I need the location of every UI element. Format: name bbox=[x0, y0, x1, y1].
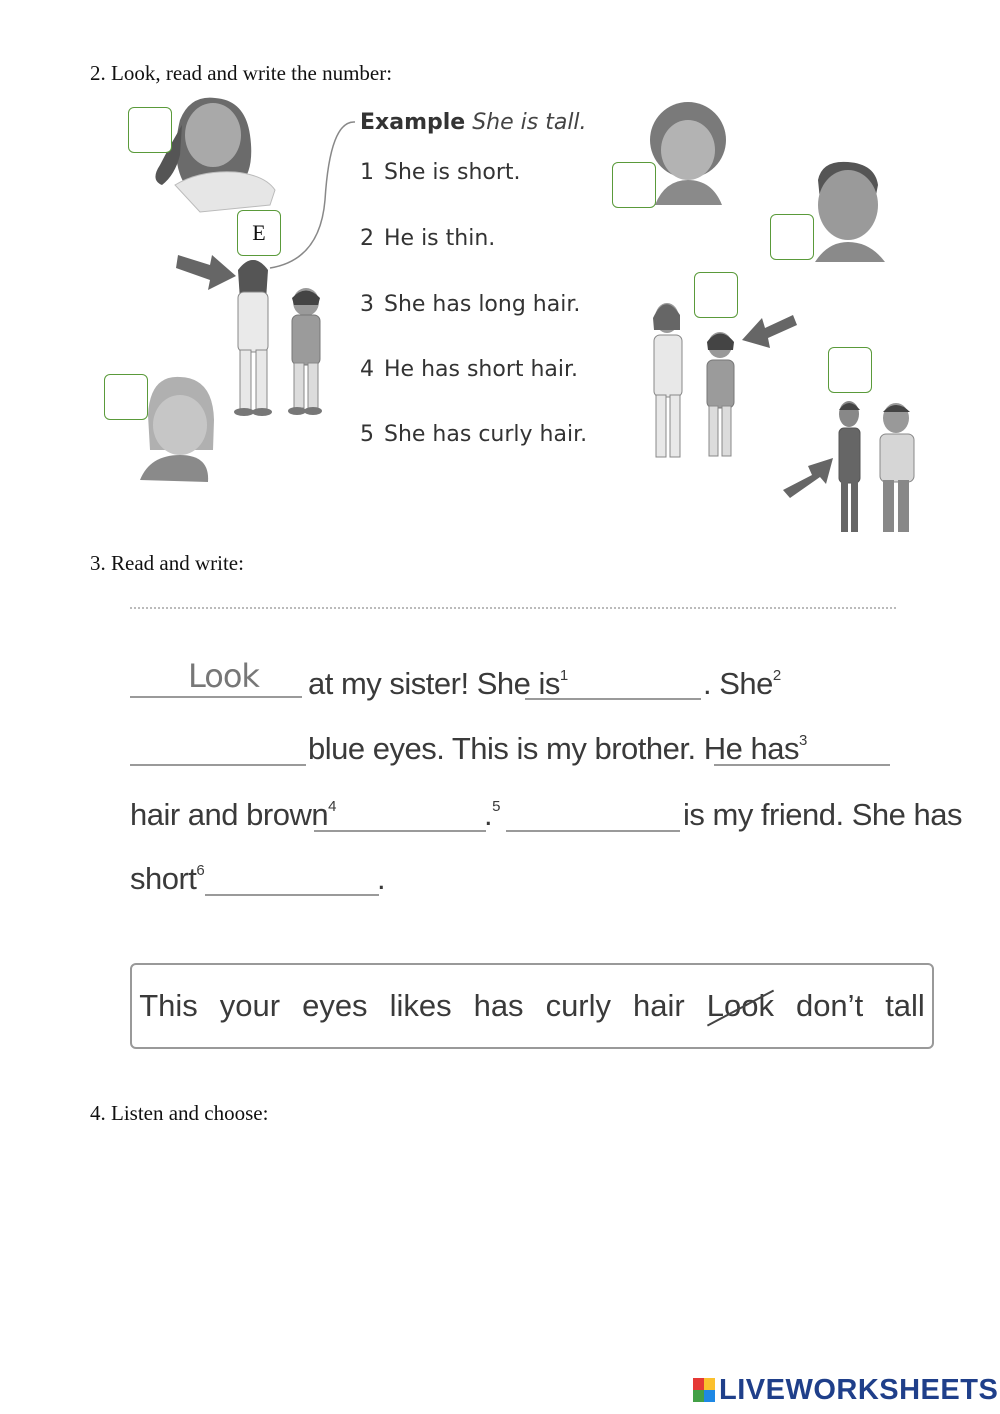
answer-box-example: E bbox=[237, 210, 281, 256]
illustrations bbox=[0, 0, 1000, 560]
blank-6-input[interactable] bbox=[205, 868, 379, 896]
boy-short-hair-illustration bbox=[815, 162, 885, 262]
passage-line-4b: . bbox=[377, 861, 386, 896]
girl-curly-hair-illustration bbox=[650, 102, 726, 205]
blank-4-input[interactable] bbox=[314, 804, 486, 832]
word-bank-item: your bbox=[219, 988, 281, 1023]
section-2-heading: 2. Look, read and write the number: bbox=[90, 61, 393, 85]
answer-box-5[interactable] bbox=[694, 272, 738, 318]
passage-line-4a: short$^6$ bbox=[130, 861, 205, 896]
blank-5-input[interactable] bbox=[506, 804, 680, 832]
passage-line-3c: is my friend. She has bbox=[683, 797, 962, 832]
filled-answer-look: Look bbox=[188, 657, 259, 695]
word-bank-item-crossed: Look bbox=[706, 988, 774, 1023]
tall-girl-and-short-girl-illustration bbox=[653, 303, 797, 457]
passage-line-1b: . She$^2$ bbox=[703, 666, 781, 701]
sentence-2: 2 He is thin. bbox=[360, 226, 496, 251]
example-text: She is tall. bbox=[472, 110, 587, 135]
sentence-3: 3 She has long hair. bbox=[360, 292, 581, 317]
passage-line-2: blue eyes. This is my brother. He has$^3$ bbox=[308, 731, 807, 766]
section-3-heading: 3. Read and write: bbox=[90, 551, 244, 575]
blank-3-input[interactable] bbox=[714, 738, 890, 766]
liveworksheets-logo bbox=[693, 1374, 998, 1406]
logo-mark-icon bbox=[693, 1378, 715, 1402]
word-bank-item: likes bbox=[389, 988, 452, 1023]
word-bank-item: curly bbox=[545, 988, 612, 1023]
example-connector-line bbox=[270, 122, 355, 268]
example-label: Example bbox=[360, 110, 466, 135]
logo-text: LIVEWORKSHEETS bbox=[719, 1373, 999, 1406]
word-bank bbox=[130, 963, 934, 1049]
blank-1-input[interactable] bbox=[525, 672, 701, 700]
passage-line-1a: at my sister! She $is^1$ bbox=[308, 666, 568, 701]
passage-line-3a: hair and brown$^4$ bbox=[130, 797, 336, 832]
blank-2-input[interactable] bbox=[130, 738, 306, 766]
word-bank-item: This bbox=[139, 988, 198, 1023]
example-sentence bbox=[360, 110, 587, 135]
answer-box-2[interactable] bbox=[104, 374, 148, 420]
word-bank-item: eyes bbox=[302, 988, 368, 1023]
answer-box-4[interactable] bbox=[770, 214, 814, 260]
passage-line-3b: .$^5$ bbox=[484, 797, 500, 832]
sentence-5: 5 She has curly hair. bbox=[360, 422, 588, 447]
word-bank-item: has bbox=[473, 988, 524, 1023]
girl-short-hair-illustration bbox=[140, 377, 214, 482]
answer-box-3[interactable] bbox=[612, 162, 656, 208]
word-bank-item: tall bbox=[885, 988, 925, 1023]
girl-long-hair-illustration bbox=[155, 98, 275, 212]
cropped-text-line bbox=[130, 604, 896, 614]
answer-box-1[interactable] bbox=[128, 107, 172, 153]
word-bank-item: don’t bbox=[795, 988, 864, 1023]
sentence-1: 1 She is short. bbox=[360, 160, 521, 185]
section-4-heading: 4. Listen and choose: bbox=[90, 1101, 269, 1125]
word-bank-item: hair bbox=[633, 988, 685, 1023]
answer-box-6[interactable] bbox=[828, 347, 872, 393]
blank-filled bbox=[130, 696, 302, 698]
sentence-4: 4 He has short hair. bbox=[360, 357, 579, 382]
thin-boy-and-boy-illustration bbox=[783, 401, 914, 532]
